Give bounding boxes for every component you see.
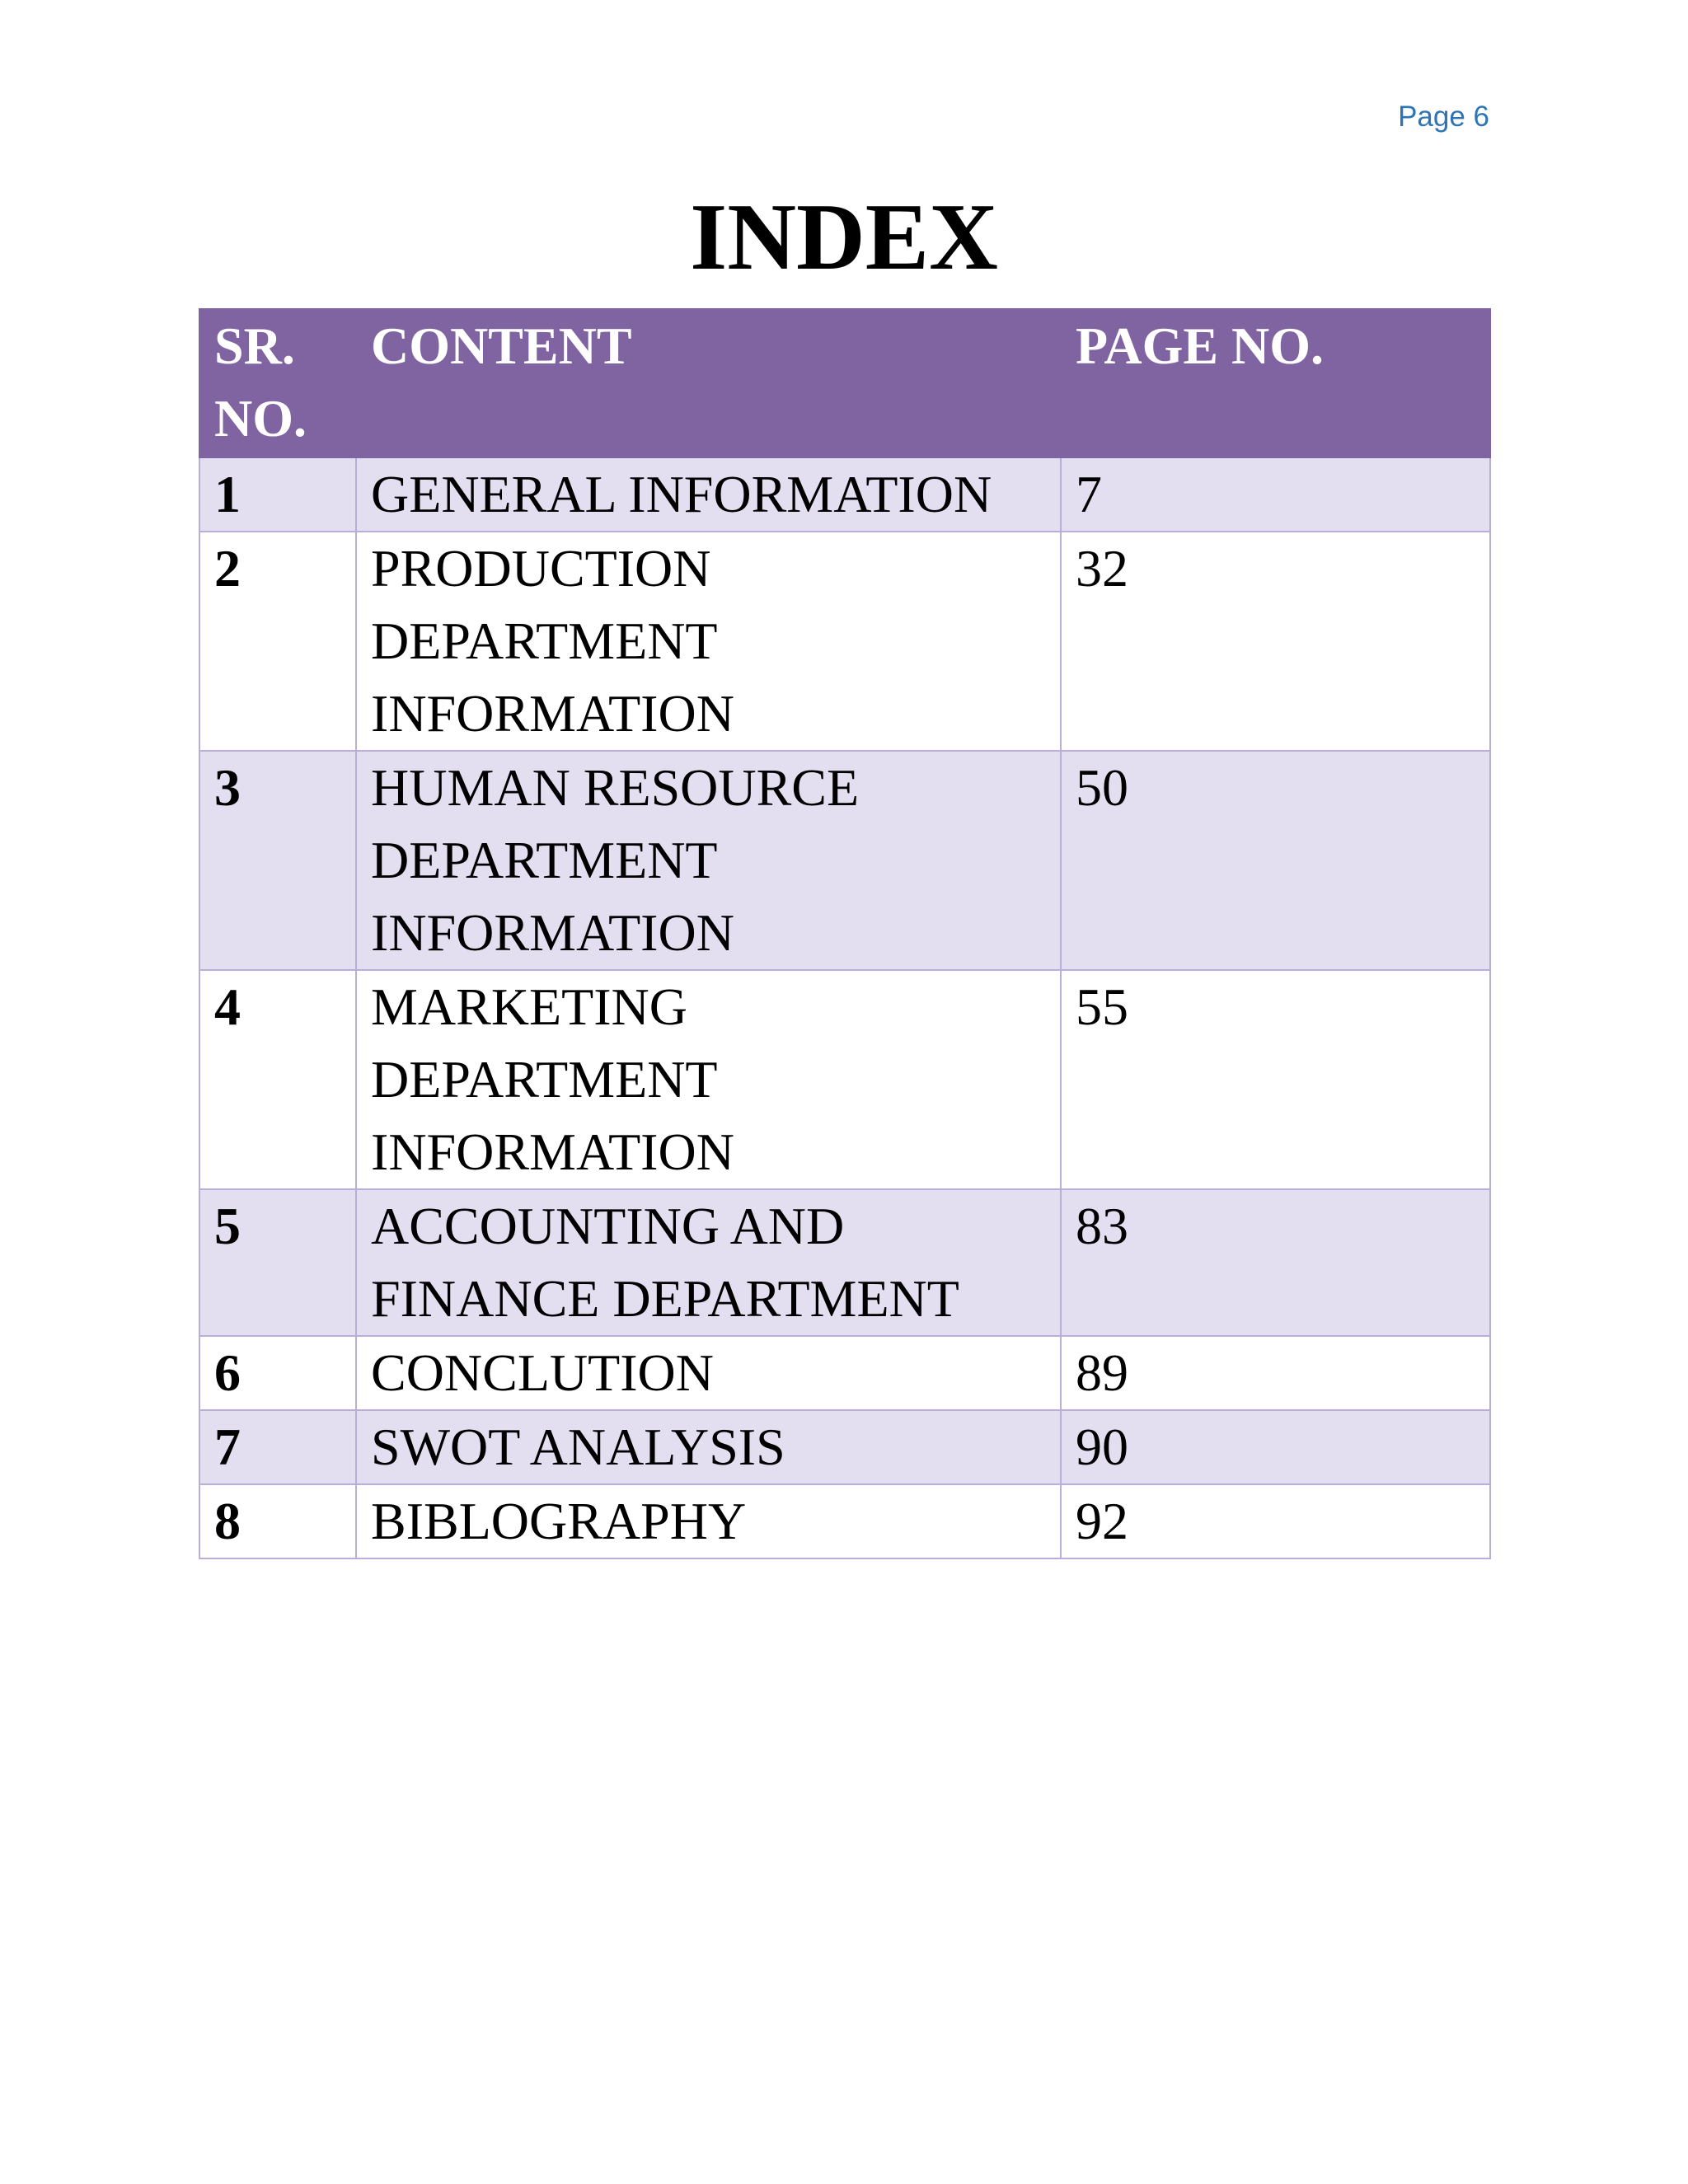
table-header-row xyxy=(199,309,1490,457)
row-content: CONCLUTION xyxy=(356,1336,1061,1410)
row-page-no: 83 xyxy=(1061,1189,1490,1336)
row-page-no: 89 xyxy=(1061,1336,1490,1410)
row-sr-no: 8 xyxy=(199,1484,356,1558)
row-sr-no: 6 xyxy=(199,1336,356,1410)
row-page-no: 55 xyxy=(1061,970,1490,1189)
row-page-no: 7 xyxy=(1061,457,1490,532)
row-sr-no: 7 xyxy=(199,1410,356,1484)
index-table xyxy=(199,308,1491,1559)
row-content: SWOT ANALYSIS xyxy=(356,1410,1061,1484)
row-content: GENERAL INFORMATION xyxy=(356,457,1061,532)
page-title: INDEX xyxy=(690,185,998,290)
table-row xyxy=(199,970,1490,1189)
page-number: Page 6 xyxy=(1398,101,1489,133)
row-sr-no: 2 xyxy=(199,532,356,751)
table-row xyxy=(199,1410,1490,1484)
table-row xyxy=(199,751,1490,970)
row-sr-no: 3 xyxy=(199,751,356,970)
row-page-no: 32 xyxy=(1061,532,1490,751)
row-content: ACCOUNTING AND FINANCE DEPARTMENT xyxy=(356,1189,1061,1336)
row-page-no: 92 xyxy=(1061,1484,1490,1558)
row-content: BIBLOGRAPHY xyxy=(356,1484,1061,1558)
row-page-no: 50 xyxy=(1061,751,1490,970)
table-row xyxy=(199,1484,1490,1558)
row-content: HUMAN RESOURCE DEPARTMENT INFORMATION xyxy=(356,751,1061,970)
column-header-sr-no: SR. NO. xyxy=(199,309,356,457)
table-row xyxy=(199,457,1490,532)
column-header-content: CONTENT xyxy=(356,309,1061,457)
row-page-no: 90 xyxy=(1061,1410,1490,1484)
row-sr-no: 4 xyxy=(199,970,356,1189)
column-header-page-no: PAGE NO. xyxy=(1061,309,1490,457)
table-row xyxy=(199,1189,1490,1336)
row-content: PRODUCTION DEPARTMENT INFORMATION xyxy=(356,532,1061,751)
table-row xyxy=(199,532,1490,751)
row-sr-no: 5 xyxy=(199,1189,356,1336)
row-content: MARKETING DEPARTMENT INFORMATION xyxy=(356,970,1061,1189)
row-sr-no: 1 xyxy=(199,457,356,532)
table-row xyxy=(199,1336,1490,1410)
